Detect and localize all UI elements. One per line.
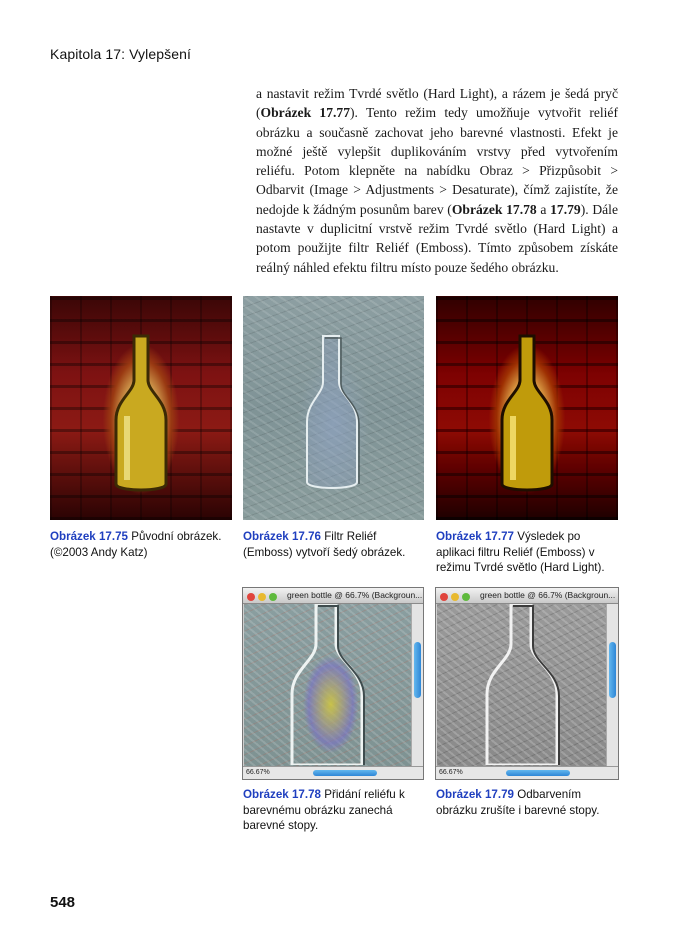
figure-17-76-caption: Obrázek 17.76 Filtr Reliéf (Emboss) vytvoří šedý obrázek. [243,530,406,559]
figure-17-76-image [243,296,424,520]
zoom-icon[interactable] [462,593,470,601]
document-canvas[interactable] [244,604,411,766]
window-title: green bottle @ 66.7% (Backgroun... [480,590,616,600]
scroll-thumb[interactable] [609,642,616,698]
horizontal-scroll-thumb[interactable] [506,770,570,776]
zoom-icon[interactable] [269,593,277,601]
figure-17-79-window [435,587,619,780]
minimize-icon[interactable] [451,593,459,601]
embossed-color-bottle-illustration [244,604,411,765]
page-number: 548 [50,894,76,911]
window-titlebar [436,588,618,604]
figure-reference: Obrázek 17.77 [260,105,351,121]
minimize-icon[interactable] [258,593,266,601]
window-statusbar [436,766,618,779]
vertical-scrollbar[interactable] [606,604,618,766]
horizontal-scroll-thumb[interactable] [313,770,377,776]
document-canvas[interactable] [437,604,606,766]
zoom-level[interactable]: 66.67% [439,769,463,776]
chapter-header: Kapitola 17: Vylepšení [50,46,191,62]
figure-17-77-caption: Obrázek 17.77 Výsledek po aplikaci filtru Reliéf (Emboss) v režimu Tvrdé světlo (Hard Light). [436,530,605,574]
body-paragraph: a nastavit režim Tvrdé světlo (Hard Light), a rázem je šedá pryč (Obrázek 17.77). Tento režim tedy umožňuje vytvořit reliéf obrázku a současně zachovat jeho barevné vlastnosti. Efekt je možné ještě vylepšit duplikováním vrstvy před vytvořením reliéfu. Potom klepněte na nabídku Obraz > Přizpůsobit > Odbarvit (Image > Adjustments > Desaturate), čímž zajistíte, že nedojde k žádným posunům barev (Obrázek 17.78 a 17.79). Dále nastavte v duplicitní vrstvě režim Tvrdé světlo (Hard Light) a potom použijte filtr Reliéf (Emboss). Tímto způsobem získáte reálný náhled efektu filtru místo pouze šedého obrázku. [256,86,618,275]
embossed-gray-bottle-illustration [437,604,606,765]
window-title: green bottle @ 66.7% (Backgroun... [287,590,423,600]
bottle-illustration [50,296,232,520]
scroll-thumb[interactable] [414,642,421,698]
zoom-level[interactable]: 66.67% [246,769,270,776]
close-icon[interactable] [247,593,255,601]
figure-17-78-window [242,587,424,780]
window-statusbar [243,766,423,779]
figure-17-75-image [50,296,232,520]
figure-17-79-caption: Obrázek 17.79 Odbarvením obrázku zrušíte i barevné stopy. [436,788,600,817]
bottle-illustration [436,296,618,520]
close-icon[interactable] [440,593,448,601]
embossed-bottle-illustration [243,296,424,520]
figure-17-78-caption: Obrázek 17.78 Přidání reliéfu k barevnému obrázku zanechá barevné stopy. [243,788,405,832]
figure-17-77-image [436,296,618,520]
figure-reference: Obrázek 17.78 [451,201,537,217]
window-titlebar [243,588,423,604]
figure-17-75-caption: Obrázek 17.75 Původní obrázek. (©2003 Andy Katz) [50,530,222,559]
vertical-scrollbar[interactable] [411,604,423,766]
figure-reference: 17.79 [550,201,581,217]
